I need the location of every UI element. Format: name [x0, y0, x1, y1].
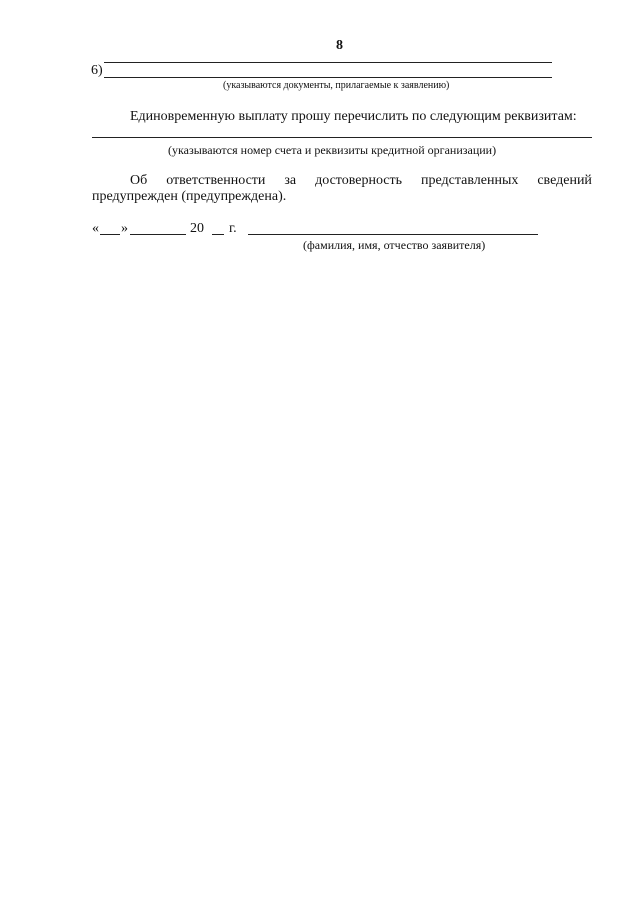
- payment-details-line: [92, 137, 592, 138]
- documents-caption: (указываются документы, прилагаемые к заявлению): [223, 80, 450, 91]
- item-label: 6): [91, 63, 103, 78]
- signature-line: [248, 234, 538, 235]
- signature-caption: (фамилия, имя, отчество заявителя): [303, 238, 486, 252]
- date-month-line: [130, 234, 186, 235]
- warning-word: ответственности: [166, 173, 266, 188]
- warning-word: сведений: [537, 173, 592, 188]
- date-year-line: [212, 234, 224, 235]
- date-year-suffix: г.: [229, 221, 237, 236]
- warning-word: Об: [130, 173, 148, 188]
- warning-word: представленных: [420, 173, 519, 188]
- warning-line-2: предупрежден (предупреждена).: [92, 189, 287, 204]
- warning-line-1: [92, 174, 592, 188]
- date-close-quote: »: [121, 221, 128, 236]
- page-number: 8: [336, 38, 343, 53]
- documents-line-1: [104, 62, 552, 63]
- warning-word: достоверность: [315, 173, 403, 188]
- date-day-line: [100, 234, 120, 235]
- documents-line-2: [104, 77, 552, 78]
- payment-caption: (указываются номер счета и реквизиты кредитной организации): [168, 143, 497, 157]
- payment-request-text: Единовременную выплату прошу перечислить по следующим реквизитам:: [130, 109, 577, 124]
- date-year-prefix: 20: [190, 221, 204, 236]
- date-open-quote: «: [92, 221, 99, 236]
- warning-word: за: [284, 173, 297, 188]
